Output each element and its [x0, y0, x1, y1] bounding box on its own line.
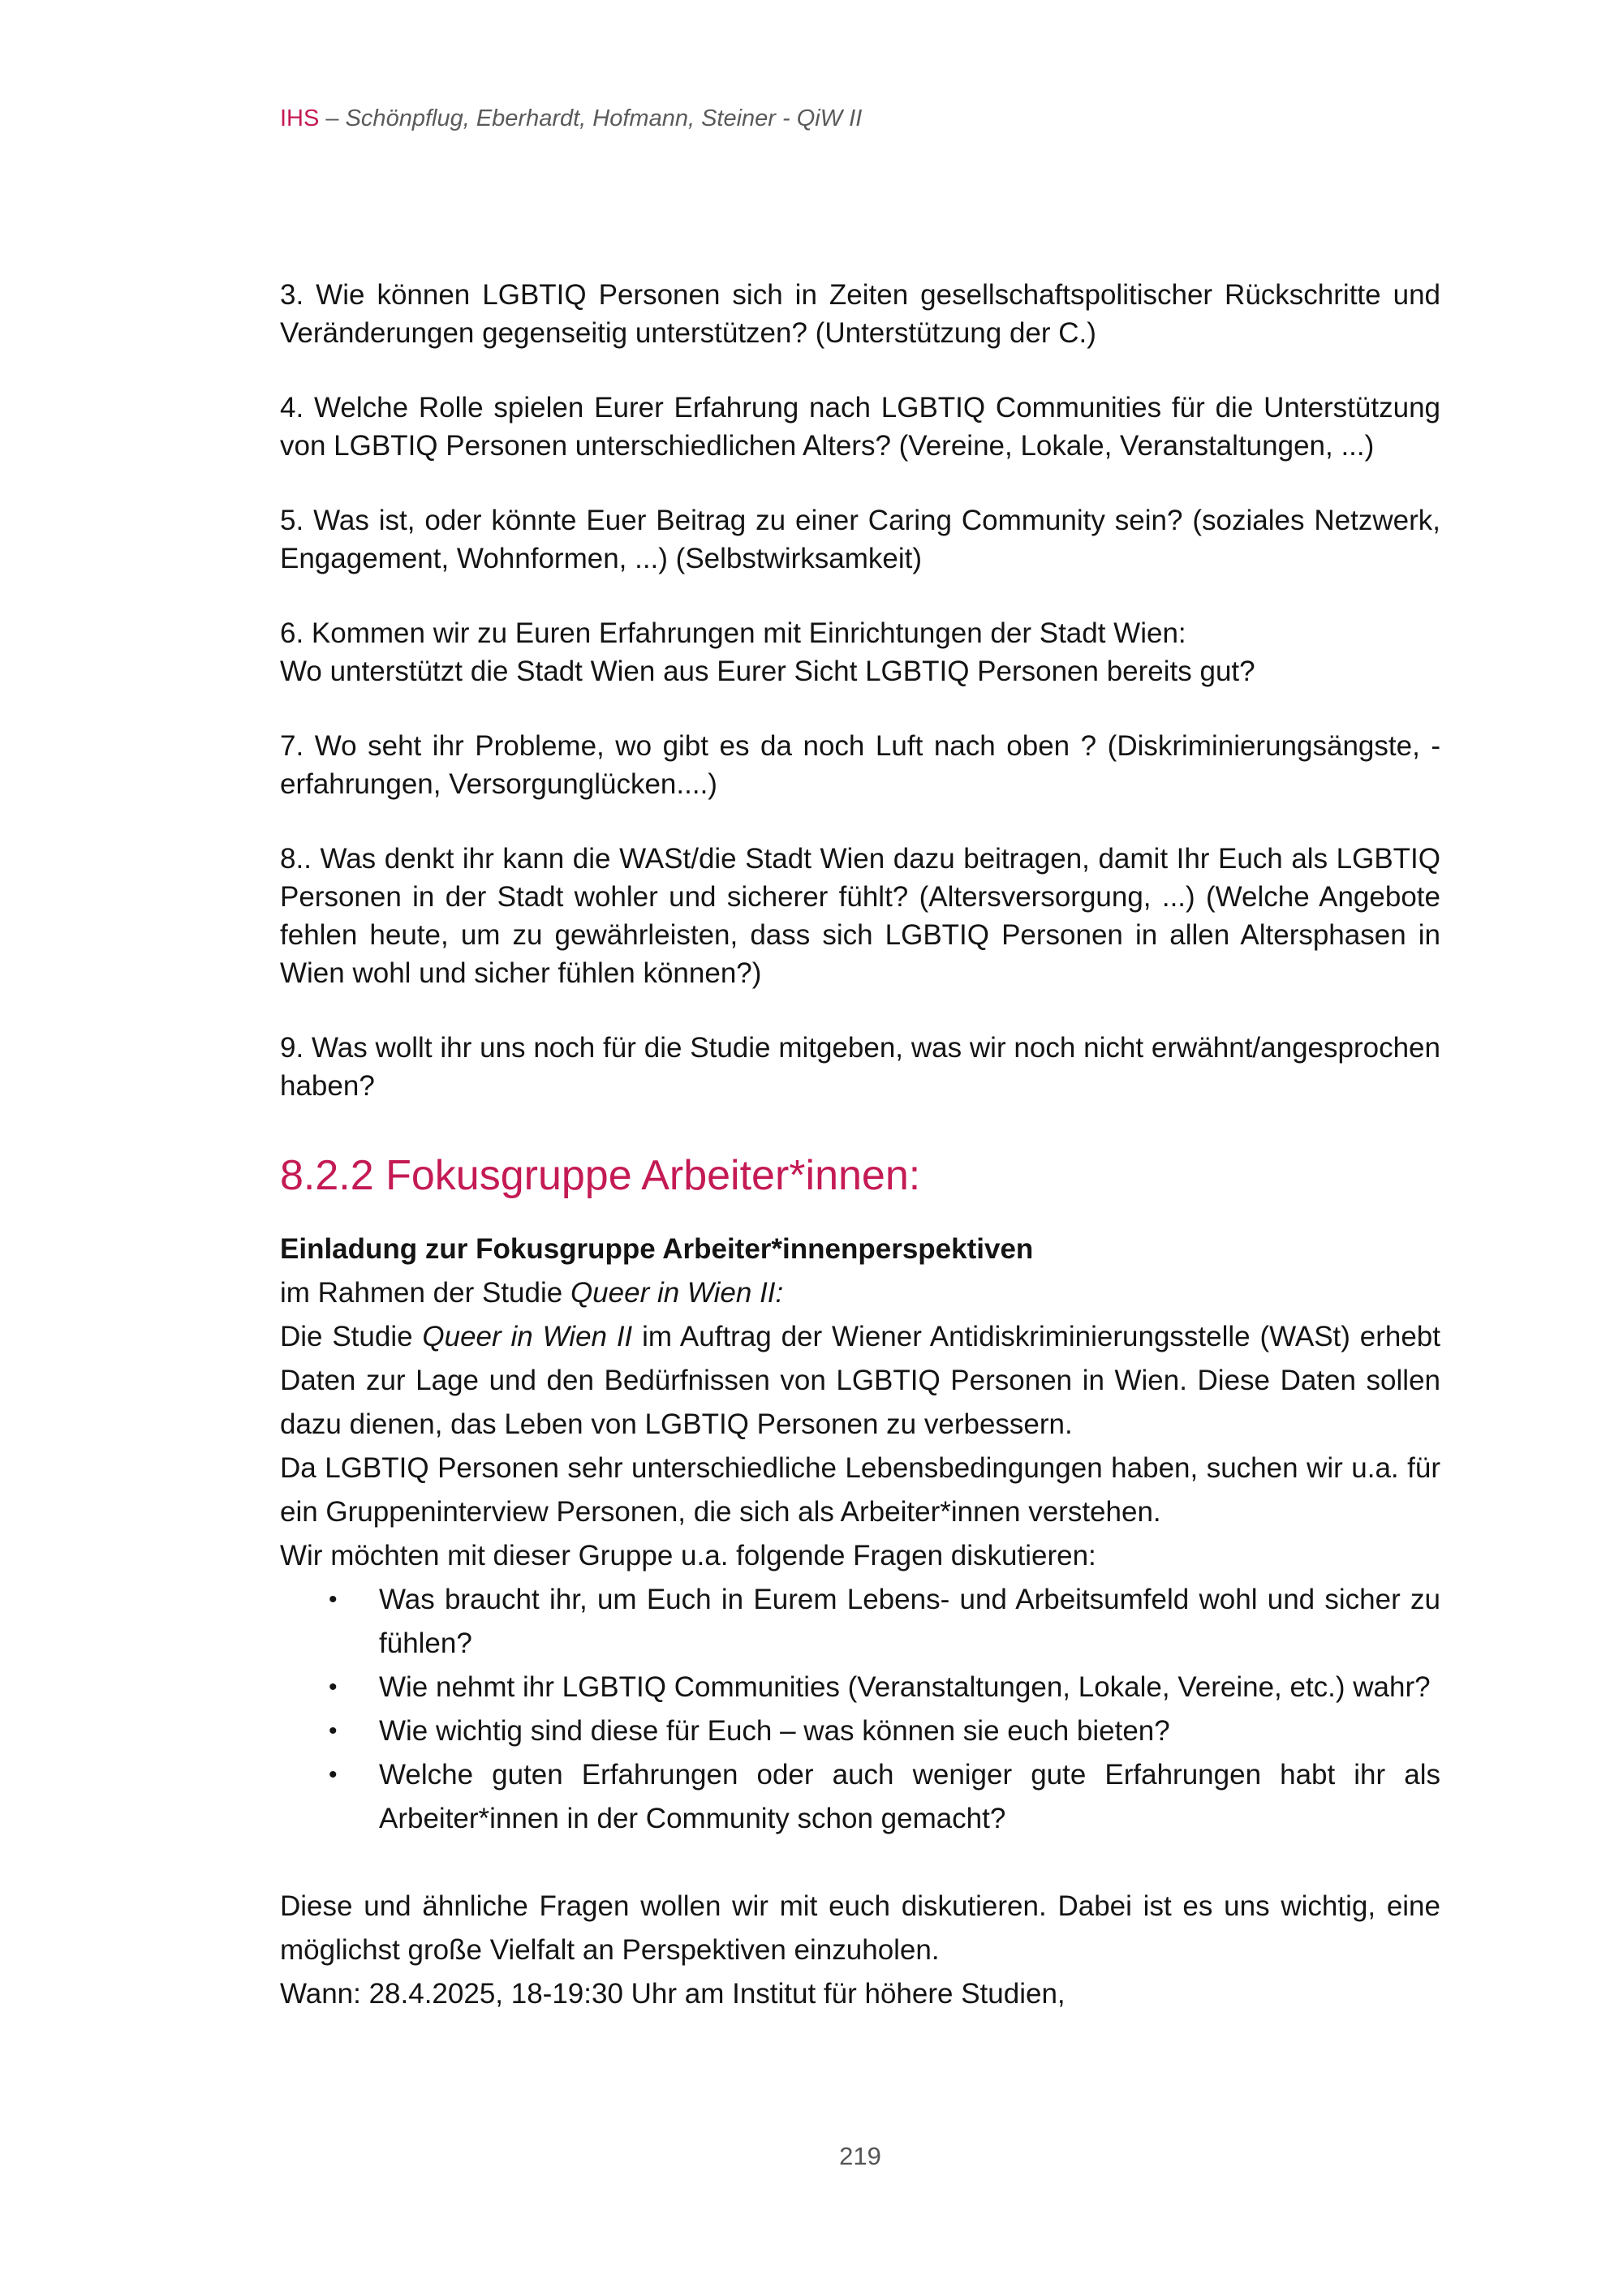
bullet-item: [280, 1666, 1440, 1709]
question-line: 5. Was ist, oder könnte Euer Beitrag zu einer Caring Community sein? (soziales Netzwerk, Engagement, Wohnformen, ...) (Selbstwirksamkeit): [280, 505, 1440, 574]
section-heading: 8.2.2 Fokusgruppe Arbeiter*innen:: [280, 1152, 921, 1199]
page-number: 219: [839, 2142, 881, 2170]
question-paragraph: [280, 727, 1440, 803]
invitation: [280, 1228, 1440, 2016]
header-authors: Schönpflug, Eberhardt, Hofmann, Steiner - QiW II: [345, 105, 863, 131]
question-line: 7. Wo seht ihr Probleme, wo gibt es da noch Luft nach oben ? (Diskriminierungsängste, -erfahrungen, Versorgunglücken....): [280, 730, 1440, 800]
question-paragraph: [280, 614, 1440, 690]
question-line: 9. Was wollt ihr uns noch für die Studie mitgeben, was wir noch nicht erwähnt/angesprochen haben?: [280, 1032, 1440, 1102]
page-content: [280, 276, 1440, 2016]
bullet-icon: •: [329, 1586, 338, 1613]
running-header: [280, 105, 862, 132]
question-line: 8.. Was denkt ihr kann die WASt/die Stadt Wien dazu beitragen, damit Ihr Euch als LGBTIQ Personen in der Stadt wohler und sicherer fühlt? (Altersversorgung, ...) (Welche Angebote fehlen heute, um zu gewährleisten, dass sich LGBTIQ Personen in allen Altersphasen in Wien wohl und sicher fühlen können?): [280, 843, 1440, 989]
question-line: 4. Welche Rolle spielen Eurer Erfahrung nach LGBTIQ Communities für die Unterstützung von LGBTIQ Personen unterschiedlichen Alters? (Vereine, Lokale, Veranstaltungen, ...): [280, 392, 1440, 462]
invitation-paragraph-1: [280, 1315, 1440, 1447]
header-org: IHS: [280, 105, 320, 131]
intro-prefix: im Rahmen der Studie: [280, 1277, 570, 1309]
bullet-icon: •: [329, 1761, 338, 1788]
header-separator: –: [319, 105, 346, 131]
bullet-text: Wie wichtig sind diese für Euch – was können sie euch bieten?: [379, 1715, 1170, 1747]
question-paragraph: [280, 840, 1440, 992]
bullet-item: [280, 1753, 1440, 1841]
bullet-item: [280, 1578, 1440, 1666]
bullet-text: Wie nehmt ihr LGBTIQ Communities (Veranstaltungen, Lokale, Vereine, etc.) wahr?: [379, 1671, 1431, 1703]
invitation-heading: Einladung zur Fokusgruppe Arbeiter*innenperspektiven: [280, 1233, 1034, 1265]
bullet-text: Was braucht ihr, um Euch in Eurem Lebens- und Arbeitsumfeld wohl und sicher zu fühlen?: [379, 1584, 1440, 1659]
discussion-questions: [280, 1578, 1440, 1841]
invitation-when: Wann: 28.4.2025, 18-19:30 Uhr am Institut für höhere Studien,: [280, 1978, 1065, 2010]
question-paragraph: [280, 276, 1440, 352]
question-paragraph: [280, 1029, 1440, 1105]
question-line: 3. Wie können LGBTIQ Personen sich in Zeiten gesellschaftspolitischer Rückschritte und Veränderungen gegenseitig unterstützen? (Unterstützung der C.): [280, 279, 1440, 349]
question-line: Wo unterstützt die Stadt Wien aus Eurer Sicht LGBTIQ Personen bereits gut?: [280, 656, 1255, 687]
invitation-intro: [280, 1271, 1440, 1315]
invitation-paragraph-4: Diese und ähnliche Fragen wollen wir mit euch diskutieren. Dabei ist es uns wichtig, eine möglichst große Vielfalt an Perspektiven einzuholen.: [280, 1890, 1440, 1966]
bullet-text: Welche guten Erfahrungen oder auch weniger gute Erfahrungen habt ihr als Arbeiter*innen in der Community schon gemacht?: [379, 1759, 1440, 1834]
study-name: Queer in Wien II:: [570, 1277, 784, 1309]
p1-rest: im Auftrag der Wiener Antidiskriminierungsstelle (WASt) erhebt Daten zur Lage und den Bedürfnissen von LGBTIQ Personen in Wien. Diese Daten sollen dazu dienen, das Leben von LGBTIQ Personen zu verbessern.: [280, 1321, 1440, 1440]
p1-study-name: Queer in Wien II: [422, 1321, 633, 1352]
p1-prefix: Die Studie: [280, 1321, 423, 1352]
question-list: [280, 276, 1440, 1105]
bullet-icon: •: [329, 1718, 338, 1744]
question-paragraph: [280, 501, 1440, 578]
invitation-paragraph-2: Da LGBTIQ Personen sehr unterschiedliche Lebensbedingungen haben, suchen wir u.a. für ein Gruppeninterview Personen, die sich als Arbeiter*innen verstehen.: [280, 1452, 1440, 1528]
bullet-item: [280, 1709, 1440, 1753]
bullet-icon: •: [329, 1674, 338, 1701]
question-line: 6. Kommen wir zu Euren Erfahrungen mit Einrichtungen der Stadt Wien:: [280, 617, 1186, 649]
invitation-paragraph-3: Wir möchten mit dieser Gruppe u.a. folgende Fragen diskutieren:: [280, 1540, 1096, 1572]
question-paragraph: [280, 389, 1440, 465]
